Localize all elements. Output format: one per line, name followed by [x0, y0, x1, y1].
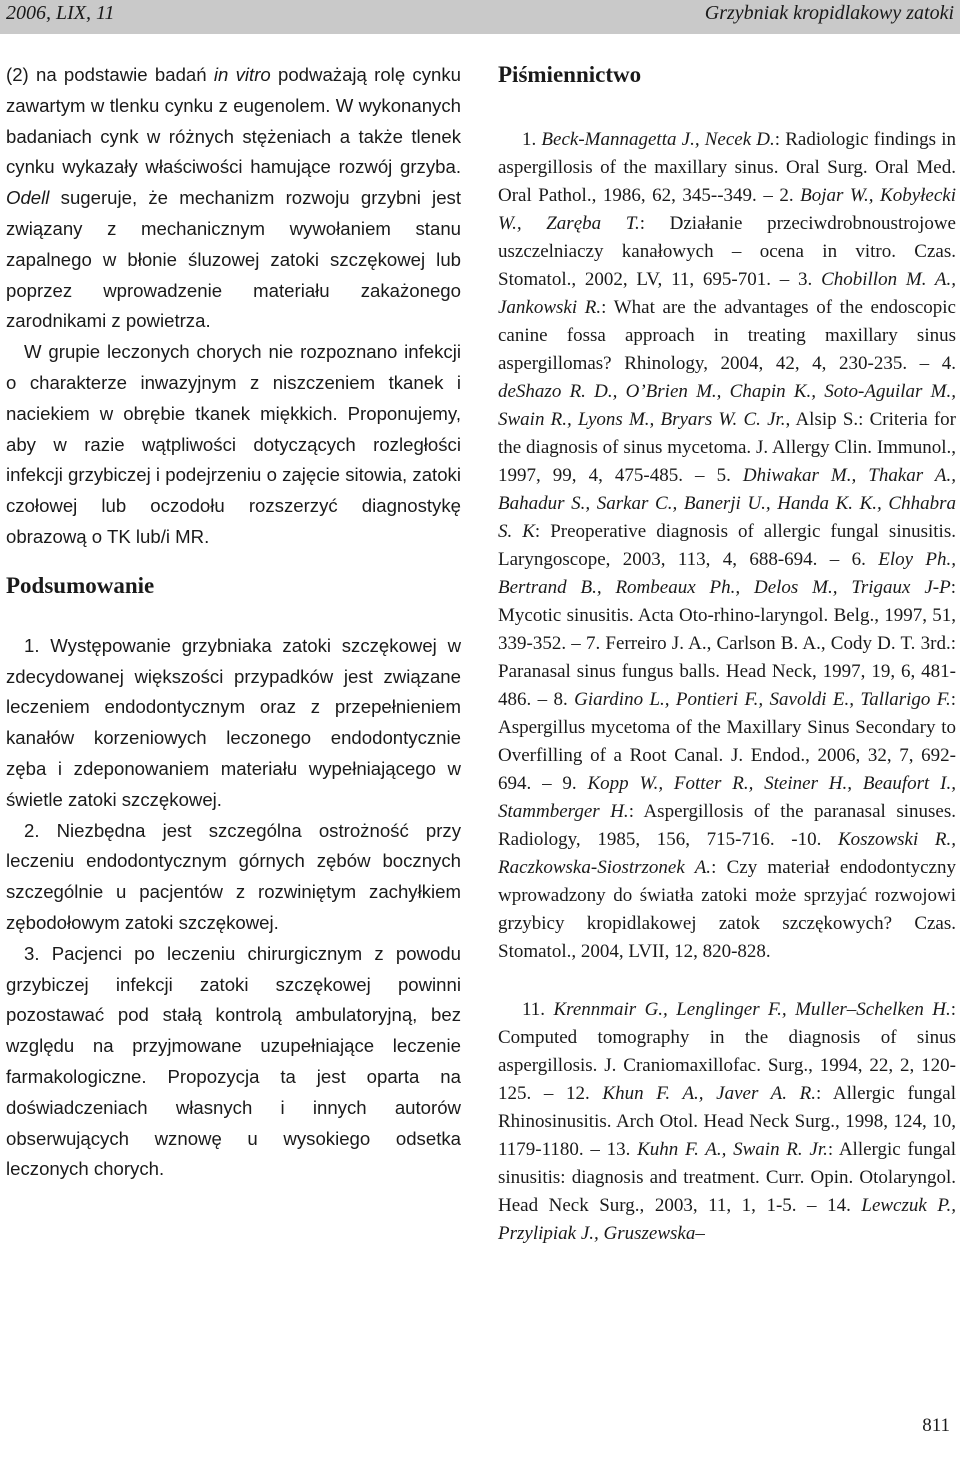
italic-term: in vitro — [213, 64, 271, 85]
reference-authors: Giardino L., Pontieri F., Savoldi E., Tallarigo F. — [574, 689, 951, 710]
summary-point-1: 1. Występowanie grzybniaka zatoki szczękowej w zdecydowanej większości przypadków jest związane leczeniem endodontycznym oraz z przepełnieniem kanałów korzeniowych leczonego endodontycznie zęba i zdeponowaniem materiału wypełniającego w świetle zatoki szczękowej. — [6, 634, 461, 810]
article-short-title: Grzybniak kropidlakowy zatoki — [704, 2, 954, 24]
reference-authors: Krennmair G., Lenglinger F., Muller–Schelken H. — [553, 999, 951, 1020]
reference-authors: Eloy Ph., Bertrand B., Rombeaux Ph., Delos M., Trigaux J-P — [498, 549, 956, 598]
paragraph-discussion-1 — [6, 60, 461, 337]
running-head — [0, 0, 960, 34]
left-column — [6, 60, 461, 1185]
reference-authors: Lewczuk P., Przylipiak J., Gruszewska– — [498, 1195, 956, 1244]
reference-authors: Kuhn F. A., Swain R. Jr. — [637, 1139, 828, 1160]
reference-text: 1. — [522, 129, 542, 150]
references-block-2 — [498, 996, 956, 1248]
references-block-1 — [498, 126, 956, 966]
reference-text: : Radiologic findings in aspergillosis of the maxillary sinus. Oral Surg. Oral Med. Oral Pathol., 1986, 62, 345--349. – 2. — [498, 129, 956, 206]
reference-authors: Koszowski R., Raczkowska-Siostrzonek A. — [498, 829, 956, 878]
reference-authors: Bojar W., Kobyłecki W., Zaręba T. — [498, 185, 956, 234]
references-heading: Piśmiennictwo — [498, 62, 642, 87]
text-run: podważają rolę cynku zawartym w tlenku cynku z eugenolem. W wykonanych badaniach cynk w różnych stężeniach a także tlenek cynku wykazały właściwości hamujące rozwój grzyba. — [6, 64, 461, 178]
reference-authors: Chobillon M. A., Jankowski R. — [498, 269, 956, 318]
reference-text: : Działanie przeciwdrobnoustrojowe uszczelniaczy kanałowych – ocena in vitro. Czas. Stomatol., 2002, LV, 11, 695-701. – 3. — [498, 213, 956, 290]
reference-text: , Alsip S.: Criteria for the diagnosis of sinus mycetoma. J. Allergy Clin. Immunol., 1997, 99, 4, 475-485. – 5. — [498, 409, 956, 486]
reference-authors: Beck-Mannagetta J., Necek D. — [541, 129, 775, 150]
reference-text: : Aspergillosis of the paranasal sinuses. Radiology, 1985, 156, 715-716. -10. — [498, 801, 956, 850]
right-column — [498, 60, 956, 1248]
reference-authors: Kopp W., Fotter R., Steiner H., Beaufort I., Stammberger H. — [498, 773, 956, 822]
reference-text: : Allergic fungal Rhinosinusitis. Arch Otol. Head Neck Surg., 1998, 124, 10, 1179-1180. – 13. — [498, 1083, 956, 1160]
reference-text: : Computed tomography in the diagnosis of sinus aspergillosis. J. Craniomaxillofac. Surg., 1994, 22, 2, 120-125. – 12. — [498, 999, 956, 1104]
page-number: 811 — [922, 1415, 950, 1436]
reference-authors: Dhiwakar M., Thakar A., Bahadur S., Sarkar C., Banerji U., Handa K. K., Chhabra S. K — [498, 465, 957, 542]
reference-text: : Czy materiał endodontyczny wprowadzony do światła zatoki może sprzyjać rozwojowi grzybicy kropidlakowej zatok szczękowych? Czas. Stomatol., 2004, LVII, 12, 820-828. — [498, 857, 956, 962]
reference-authors: deShazo R. D., O’Brien M., Chapin K., Soto-Aguilar M., Swain R., Lyons M., Bryars W. C. Jr. — [498, 381, 956, 430]
paragraph-discussion-2: W grupie leczonych chorych nie rozpoznano infekcji o charakterze inwazyjnym z niszczeniem tkanek i naciekiem w obrębie tkanek miękkich. Proponujemy, aby w razie wątpliwości dotyczących rozległości infekcji grzybiczej i podejrzeniu o zajęcie sitowia, zatoki czołowej lub oczodołu rozszerzyć diagnostykę obrazową o TK lub/i MR. — [6, 341, 461, 547]
reference-text: 11. — [522, 999, 554, 1020]
reference-text: : Aspergillus mycetoma of the Maxillary Sinus Secondary to Overfilling of a Root Canal. J. Endod., 2006, 32, 7, 692-694. – 9. — [498, 689, 956, 794]
summary-point-3: 3. Pacjenci po leczeniu chirurgicznym z powodu grzybiczej infekcji zatoki szczękowej powinni pozostawać pod stałą kontrolą ambulatoryjną, bez względu na przyjmowane uzupełniające leczenie farmakologiczne. Propozycja ta jest oparta na doświadczeniach własnych i innych autorów obserwujących wznowę u wysokiego odsetka leczonych chorych. — [6, 942, 461, 1180]
journal-issue: 2006, LIX, 11 — [6, 2, 115, 24]
text-run: (2) na podstawie badań — [6, 64, 214, 85]
author-name: Odell — [6, 187, 50, 209]
reference-text: : Allergic fungal sinusitis: diagnosis and treatment. Curr. Opin. Otolaryngol. Head Neck Surg., 2003, 11, 1, 1-5. – 14. — [498, 1139, 957, 1216]
reference-text: : Mycotic sinusitis. Acta Oto-rhino-laryngol. Belg., 1997, 51, 339-352. – 7. Ferreiro J. A., Carlson B. A., Cody D. T. 3rd.: Paranasal sinus fungus balls. Head Neck, 1997, 19, 6, 481-486. – 8. — [498, 577, 956, 710]
summary-heading: Podsumowanie — [6, 572, 155, 598]
text-run: sugeruje, że mechanizm rozwoju grzybni jest związany z mechanicznym wywołaniem stanu zapalnego w błonie śluzowej zatoki szczękowej lub poprzez wprowadzenie materiału zakażonego zarodnikami z powietrza. — [6, 187, 461, 332]
reference-authors: Khun F. A., Javer A. R. — [602, 1083, 817, 1104]
summary-point-2: 2. Niezbędna jest szczególna ostrożność przy leczeniu endodontycznym górnych zębów bocznych szczególnie u pacjentów z rozwiniętym zachyłkiem zębodołowym zatoki szczękowej. — [6, 819, 461, 933]
reference-text: : Preoperative diagnosis of allergic fungal sinusitis. Laryngoscope, 2003, 113, 4, 688-694. – 6. — [498, 521, 956, 570]
reference-text: : What are the advantages of the endoscopic canine fossa approach in treating maxillary sinus aspergillomas? Rhinology, 2004, 42, 4, 230-235. – 4. — [498, 297, 956, 374]
